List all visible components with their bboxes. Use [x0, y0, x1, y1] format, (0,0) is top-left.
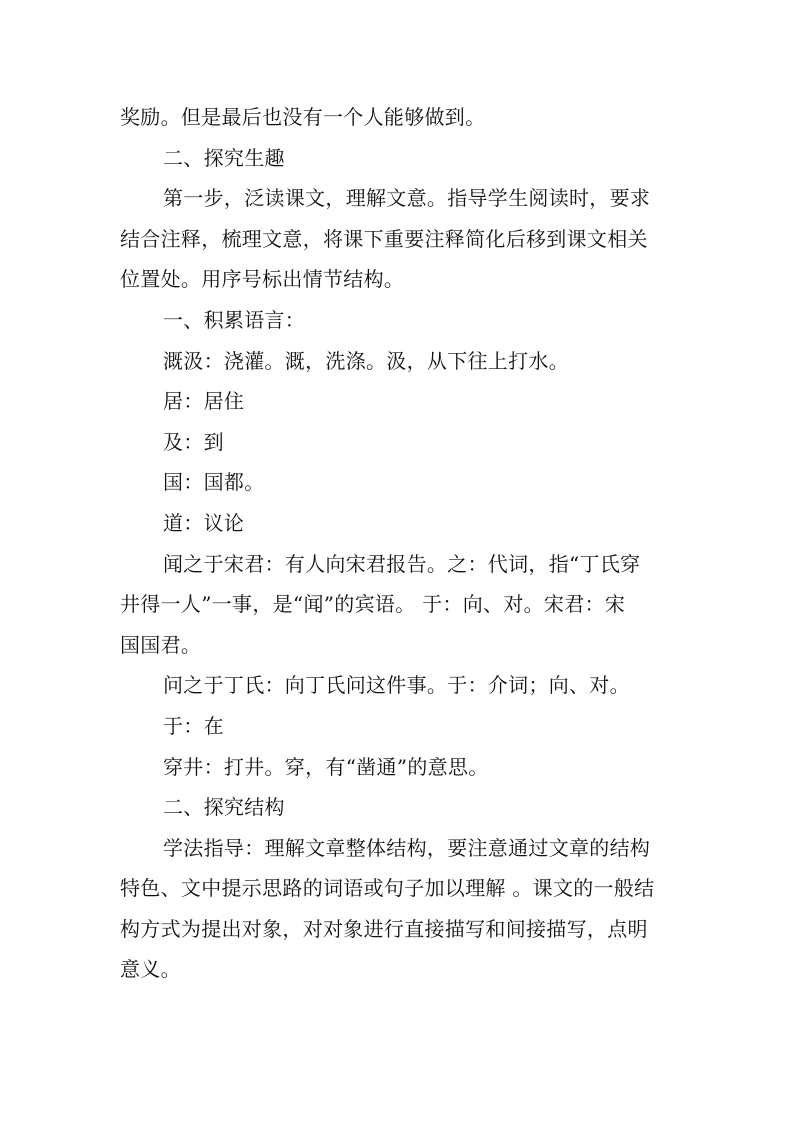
text-line: 于：在 — [163, 713, 224, 738]
text-line: 问之于丁氏：向丁氏问这件事。于：介词；向、对。 — [163, 673, 630, 698]
text-line: 溉汲：浇灌。溉，洗涤。汲，从下往上打水。 — [163, 348, 569, 373]
text-line: 国国君。 — [120, 632, 202, 657]
section-heading: 一、积累语言： — [163, 307, 306, 332]
text-line: 结合注释，梳理文意，将课下重要注释简化后移到课文相关 — [120, 226, 648, 251]
text-line: 奖励。但是最后也没有一个人能够做到。 — [120, 105, 486, 129]
text-line: 国：国都。 — [163, 470, 265, 495]
text-line: 道：议论 — [163, 510, 245, 535]
section-heading: 二、探究结构 — [163, 795, 285, 820]
section-heading: 二、探究生趣 — [163, 145, 285, 170]
text-line: 穿井：打井。穿，有“凿通”的意思。 — [163, 754, 489, 779]
text-line: 特色、文中提示思路的词语或句子加以理解 。课文的一般结 — [120, 876, 655, 901]
text-line: 学法指导：理解文章整体结构，要注意通过文章的结构 — [163, 835, 651, 860]
text-line: 意义。 — [120, 957, 181, 982]
text-line: 构方式为提出对象，对对象进行直接描写和间接描写，点明 — [120, 916, 648, 941]
document-page — [120, 97, 676, 990]
text-line: 井得一人”一事，是“闻”的宾语。 于：向、对。宋君：宋 — [120, 592, 626, 617]
text-line: 第一步，泛读课文，理解文意。指导学生阅读时，要求 — [163, 186, 651, 211]
text-line: 位置处。用序号标出情节结构。 — [120, 267, 405, 292]
text-line: 闻之于宋君：有人向宋君报告。之：代词，指“丁氏穿 — [163, 551, 641, 576]
text-line: 居：居住 — [163, 389, 245, 414]
text-line: 及：到 — [163, 429, 224, 454]
